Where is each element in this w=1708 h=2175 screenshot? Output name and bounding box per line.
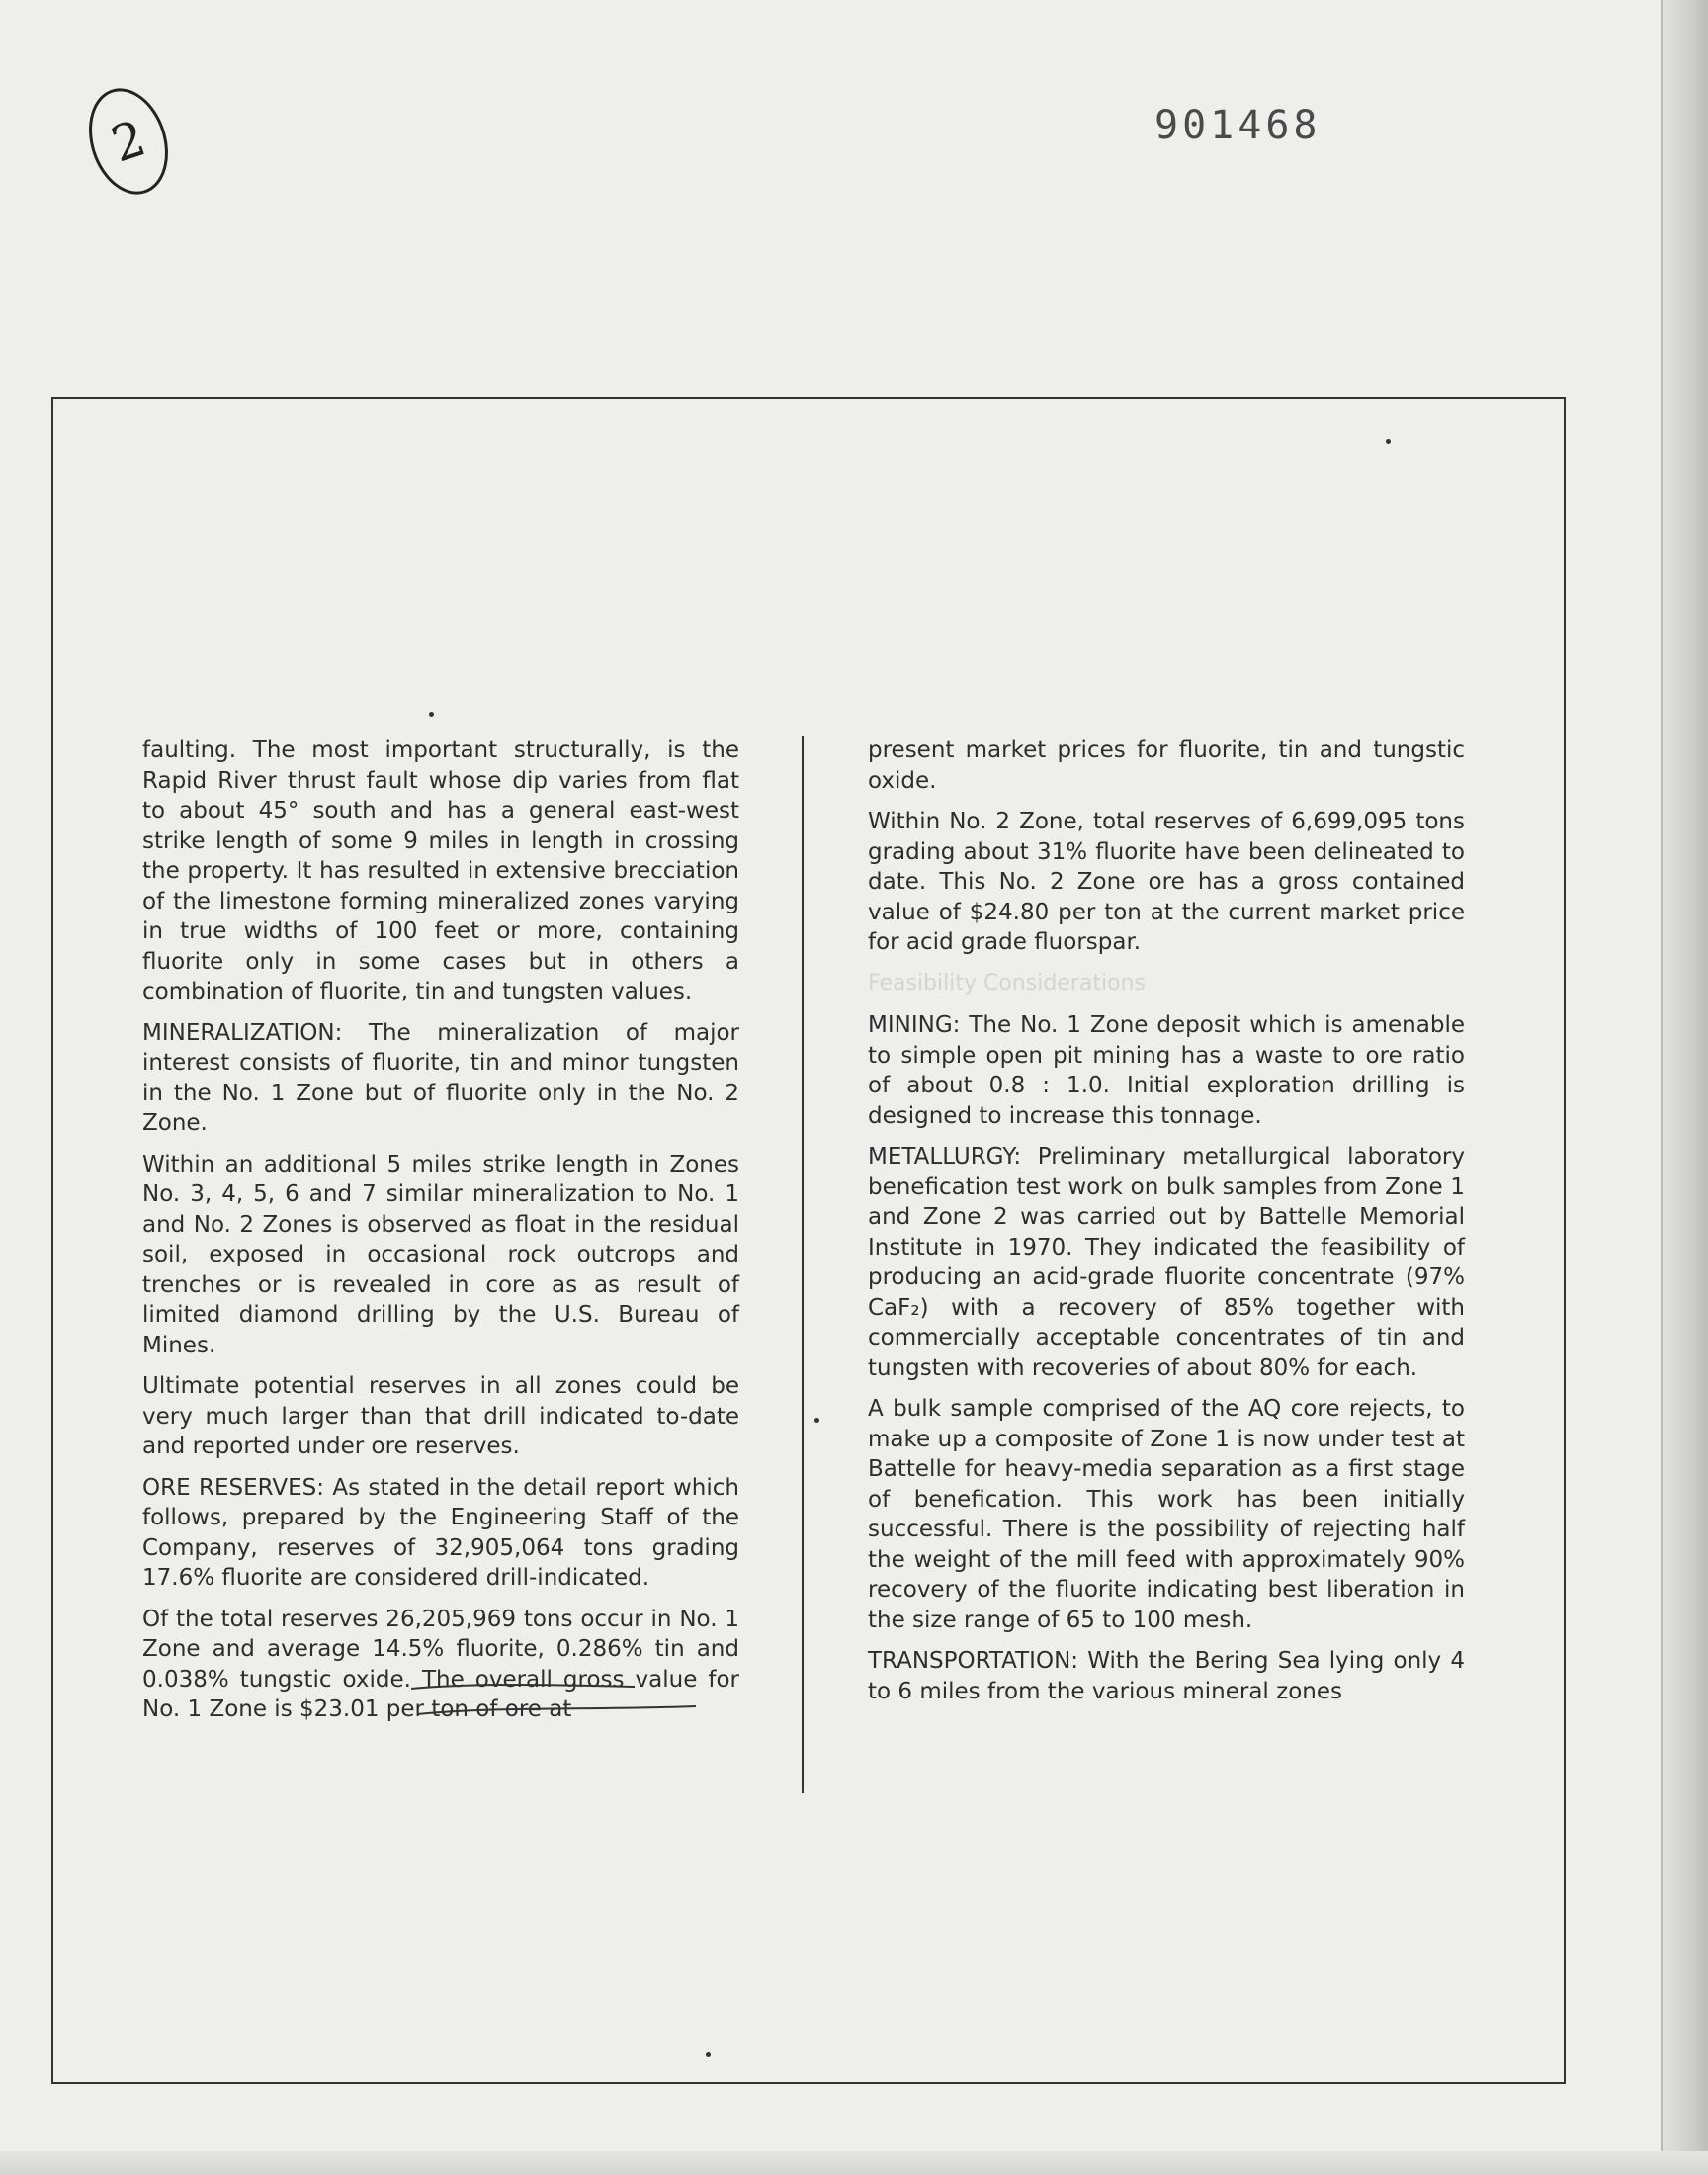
paragraph-total-reserves: Of the total reserves 26,205,969 tons occur in No. 1 Zone and average 14.5% fluorite, 0.286% tin and 0.038% tungstic oxide. The overall gross value for No. 1 Zone is $23.01 per ton of ore at (142, 1606, 739, 1722)
paper-speck (706, 2052, 711, 2057)
paper-speck (814, 1418, 819, 1423)
circled-page-number (76, 78, 181, 205)
column-divider (802, 736, 804, 1793)
paragraph-bulk-sample: A bulk sample comprised of the AQ core rejects, to make up a composite of Zone 1 is now under test at Battelle for heavy-media separation as a first stage of benefication. This work has been initially successful. There is the possibility of rejecting half the weight of the mill feed with approximately 90% recovery of the fluorite indicating best liberation in the size range of 65 to 100 mesh. (868, 1396, 1465, 1633)
left-column (142, 736, 739, 1736)
document-number: 901468 (1154, 103, 1322, 148)
page-edge-shadow (1661, 0, 1708, 2175)
paper-speck (429, 712, 434, 717)
paragraph-potential-reserves: Ultimate potential reserves in all zones could be very much larger than that drill indicated to-date and reported under ore reserves. (142, 1373, 739, 1459)
paragraph-faulting: faulting. The most important structurally, is the Rapid River thrust fault whose dip varies from flat to about 45° south and has a general east-west strike length of some 9 miles in length in crossing the property. It has resulted in extensive brecciation of the limestone forming mineralized zones varying in true widths of 100 feet or more, containing fluorite only in some cases but in others a combination of fluorite, tin and tungsten values. (142, 738, 739, 1004)
paragraph-additional-zones: Within an additional 5 miles strike length in Zones No. 3, 4, 5, 6 and 7 similar mineralization to No. 1 and No. 2 Zones is observed as float in the residual soil, exposed in occasional rock outcrops and trenches or is revealed in core as as result of limited diamond drilling by the U.S. Bureau of Mines. (142, 1151, 739, 1358)
paragraph-ore-reserves: ORE RESERVES: As stated in the detail report which follows, prepared by the Engineering Staff of the Company, reserves of 32,905,064 tons grading 17.6% fluorite are considered drill-indicated. (142, 1474, 739, 1591)
handwritten-underline-mark (407, 1681, 704, 1720)
paragraph-mining: MINING: The No. 1 Zone deposit which is amenable to simple open pit mining has a waste to ore ratio of about 0.8 : 1.0. Initial exploration drilling is designed to increase this tonnage. (868, 1012, 1465, 1129)
paragraph-metallurgy: METALLURGY: Preliminary metallurgical laboratory benefication test work on bulk samples from Zone 1 and Zone 2 was carried out by Battelle Memorial Institute in 1970. They indicated the feasibility of producing an acid-grade fluorite concentrate (97% CaF₂) with a recovery of 85% together with commercially acceptable concentrates of tin and tungsten with recoveries of about 80% for each. (868, 1144, 1465, 1381)
paragraph-zone-2-reserves: Within No. 2 Zone, total reserves of 6,699,095 tons grading about 31% fluorite have been delineated to date. This No. 2 Zone ore has a gross contained value of $24.80 per ton at the current market price for acid grade fluorspar. (868, 809, 1465, 955)
section-heading-feasibility: Feasibility Considerations (868, 970, 1146, 996)
paper-speck (1386, 439, 1391, 444)
paragraph-transportation: TRANSPORTATION: With the Bering Sea lying only 4 to 6 miles from the various mineral zones (868, 1648, 1465, 1704)
right-column (868, 736, 1465, 1717)
page-bottom-edge (0, 2151, 1708, 2175)
paragraph-market-prices: present market prices for fluorite, tin and tungstic oxide. (868, 738, 1465, 794)
circled-page-number-text: 2 (104, 109, 153, 174)
paragraph-mineralization: MINERALIZATION: The mineralization of major interest consists of fluorite, tin and minor tungsten in the No. 1 Zone but of fluorite only in the No. 2 Zone. (142, 1019, 739, 1136)
